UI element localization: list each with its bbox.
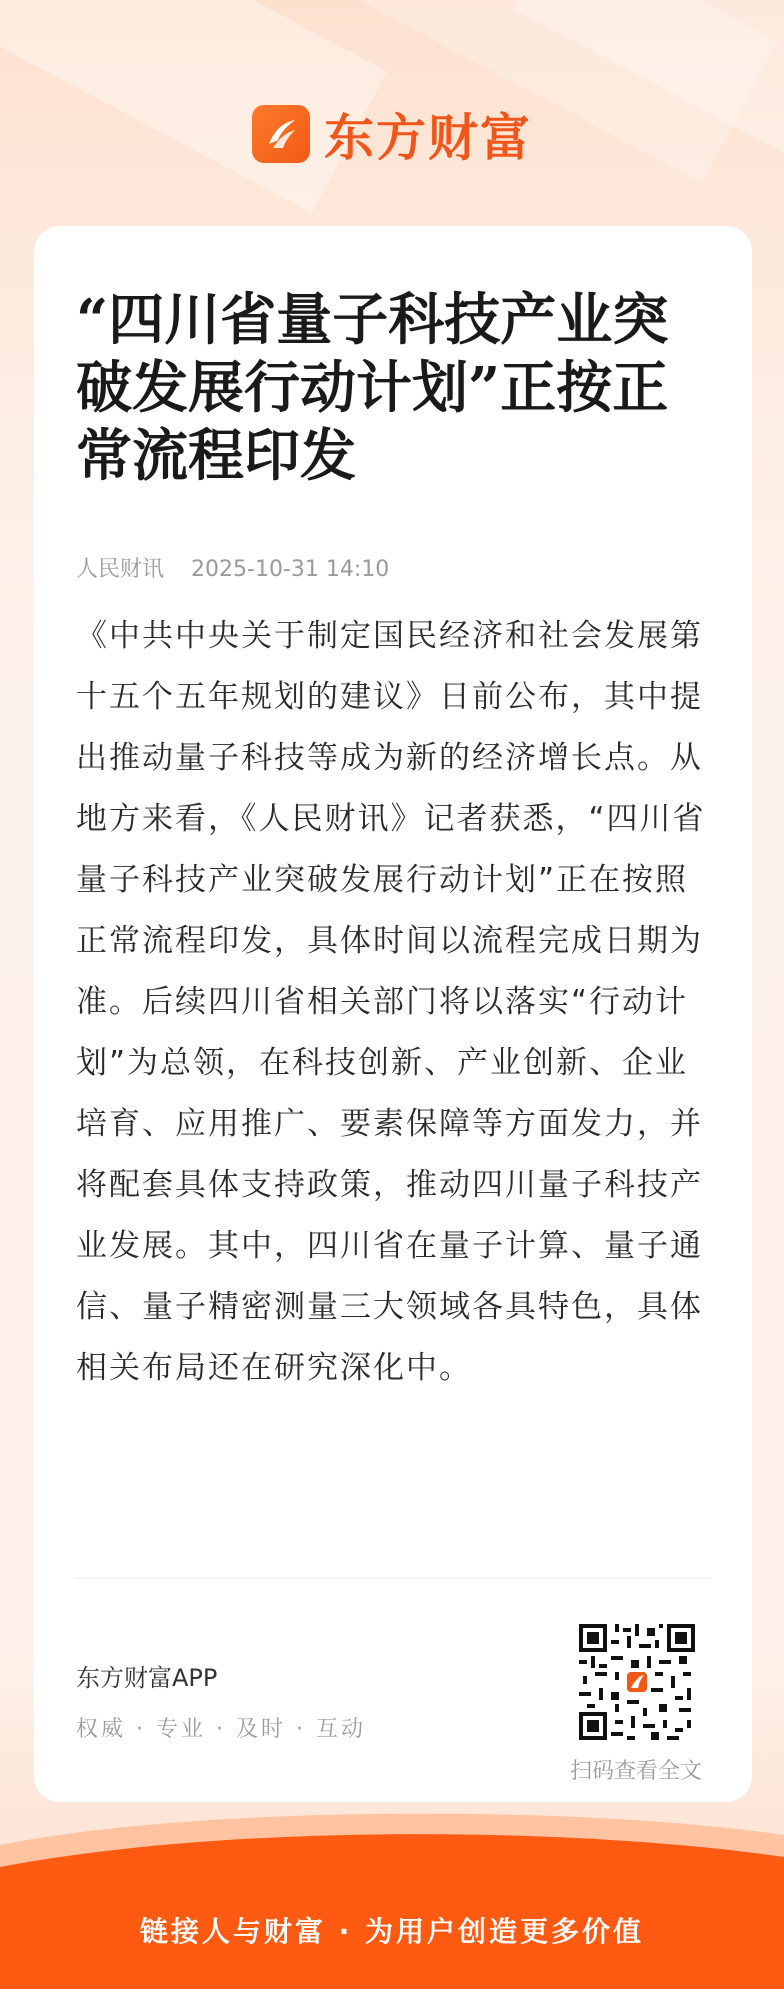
app-name: 东方财富APP — [76, 1664, 218, 1692]
qr-code-icon[interactable] — [579, 1624, 695, 1740]
article-source: 人民财讯 — [76, 557, 165, 582]
brand-header — [0, 102, 784, 166]
article-card — [34, 226, 752, 1802]
app-slogan: 权威 · 专业 · 及时 · 互动 — [76, 1717, 366, 1742]
article-body: 《中共中央关于制定国民经济和社会发展第十五个五年规划的建议》日前公布，其中提出推动量子科技等成为新的经济增长点。从地方来看，《人民财讯》记者获悉，“四川省量子科技产业突破发展行动计划”正在按照正常流程印发，具体时间以流程完成日期为准。后续四川省相关部门将以落实“行动计划”为总领，在科技创新、产业创新、企业培育、应用推广、要素保障等方面发力，并将配套具体支持政策，推动四川量子科技产业发展。其中，四川省在量子计算、量子通信、量子精密测量三大领域各具特色，具体相关布局还在研究深化中。 — [76, 618, 706, 1386]
footer-banner — [0, 1805, 784, 1989]
eastmoney-logo-icon — [252, 105, 310, 163]
brand-name: 东方财富 — [324, 108, 532, 167]
article-datetime: 2025-10-31 14:10 — [191, 557, 390, 582]
divider — [76, 1578, 712, 1579]
footer-tagline: 链接人与财富 · 为用户创造更多价值 — [139, 1915, 645, 1948]
article-title: “四川省量子科技产业突破发展行动计划”正按正常流程印发 — [76, 287, 669, 489]
qr-caption: 扫码查看全文 — [569, 1759, 702, 1784]
article-meta — [76, 552, 389, 583]
